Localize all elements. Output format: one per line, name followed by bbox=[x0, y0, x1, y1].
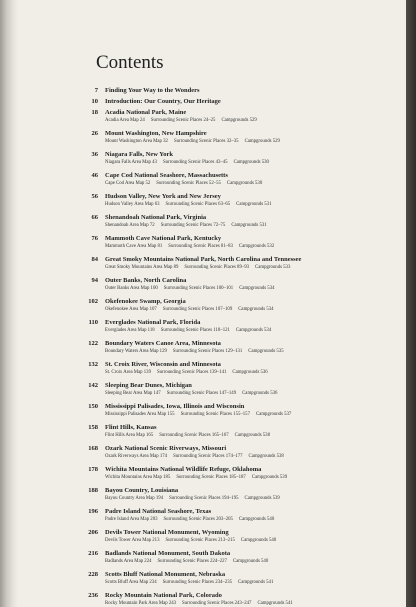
entry-campgrounds: Campgrounds 533 bbox=[255, 265, 291, 270]
entry-page-number: 66 bbox=[91, 214, 98, 221]
entry-area-map: Wichita Mountains Area Map 185 bbox=[105, 475, 171, 480]
contents-entry bbox=[82, 423, 402, 444]
entry-details bbox=[105, 222, 402, 230]
entry-title: Acadia National Park, Maine bbox=[105, 109, 187, 116]
entry-campgrounds: Campgrounds 536 bbox=[232, 370, 268, 375]
entry-page-number: 46 bbox=[91, 172, 98, 179]
contents-entry bbox=[82, 486, 402, 507]
entry-title: Rocky Mountain National Park, Colorado bbox=[105, 592, 222, 599]
entry-campgrounds: Campgrounds 541 bbox=[238, 580, 274, 585]
entry-title: Niagara Falls, New York bbox=[105, 151, 174, 158]
contents-entry bbox=[82, 129, 402, 150]
entry-title: Mount Washington, New Hampshire bbox=[105, 130, 207, 137]
contents-entry bbox=[82, 171, 402, 192]
entry-scenic-places: Surrounding Scenic Places 243–247 bbox=[182, 601, 252, 606]
entry-page-number: 206 bbox=[88, 529, 98, 536]
entry-body bbox=[105, 234, 402, 251]
entry-title: Padre Island National Seashore, Texas bbox=[105, 508, 212, 515]
entry-details bbox=[105, 390, 402, 398]
entry-scenic-places: Surrounding Scenic Places 63–65 bbox=[165, 202, 231, 207]
entry-campgrounds: Campgrounds 538 bbox=[248, 454, 284, 459]
contents-entry bbox=[82, 381, 402, 402]
entry-body bbox=[105, 108, 402, 125]
entry-campgrounds: Campgrounds 529 bbox=[244, 139, 280, 144]
entry-title: Everglades National Park, Florida bbox=[105, 319, 201, 326]
entry-area-map: St. Croix Area Map 139 bbox=[105, 370, 151, 375]
entry-title: Shenandoah National Park, Virginia bbox=[105, 214, 207, 221]
entry-body bbox=[105, 381, 402, 398]
entry-area-map: Sleeping Bear Area Map 147 bbox=[105, 391, 161, 396]
entry-campgrounds: Campgrounds 531 bbox=[236, 202, 272, 207]
entry-area-map: Everglades Area Map 118 bbox=[105, 328, 155, 333]
entry-details bbox=[105, 201, 402, 209]
entry-title: Hudson Valley, New York and New Jersey bbox=[105, 193, 221, 200]
entry-body bbox=[105, 150, 402, 167]
entry-scenic-places: Surrounding Scenic Places 32–35 bbox=[173, 139, 239, 144]
entry-page-number: 228 bbox=[88, 571, 98, 578]
entry-area-map: Cape Cod Area Map 52 bbox=[105, 181, 151, 186]
entry-title: Badlands National Monument, South Dakota bbox=[105, 550, 231, 557]
entry-body bbox=[105, 423, 402, 440]
entry-body bbox=[105, 192, 402, 209]
entry-page-number: 196 bbox=[88, 508, 98, 515]
entry-page-number: 84 bbox=[91, 256, 98, 263]
entry-body bbox=[105, 255, 402, 272]
entry-title: Scotts Bluff National Monument, Nebraska bbox=[105, 571, 226, 578]
entry-page-number: 7 bbox=[94, 87, 98, 94]
entry-campgrounds: Campgrounds 534 bbox=[238, 307, 274, 312]
entry-campgrounds: Campgrounds 536 bbox=[242, 391, 278, 396]
entry-body bbox=[105, 549, 402, 566]
entry-area-map: Outer Banks Area Map 100 bbox=[105, 286, 158, 291]
entry-campgrounds: Campgrounds 538 bbox=[234, 433, 270, 438]
entry-body bbox=[105, 444, 402, 461]
entry-page-number: 36 bbox=[91, 151, 98, 158]
entry-scenic-places: Surrounding Scenic Places 43–45 bbox=[162, 160, 228, 165]
entry-scenic-places: Surrounding Scenic Places 224–227 bbox=[157, 559, 227, 564]
entry-details bbox=[105, 327, 402, 335]
contents-entry bbox=[82, 297, 402, 318]
contents-entry bbox=[82, 402, 402, 423]
entry-page-number: 142 bbox=[88, 382, 98, 389]
entry-scenic-places: Surrounding Scenic Places 174–177 bbox=[173, 454, 243, 459]
entry-details bbox=[105, 138, 402, 146]
entry-page-number: 56 bbox=[91, 193, 98, 200]
entry-title: Flint Hills, Kansas bbox=[105, 424, 157, 431]
entry-scenic-places: Surrounding Scenic Places 118–121 bbox=[160, 328, 230, 333]
entry-scenic-places: Surrounding Scenic Places 234–235 bbox=[162, 580, 233, 585]
entry-details bbox=[105, 285, 402, 293]
entry-scenic-places: Surrounding Scenic Places 194–195 bbox=[169, 496, 239, 501]
entry-title: Cape Cod National Seashore, Massachusetts bbox=[105, 172, 228, 179]
entry-page-number: 168 bbox=[88, 445, 98, 452]
contents-entry bbox=[82, 339, 402, 360]
entry-details bbox=[105, 411, 402, 419]
entry-title: Okefenokee Swamp, Georgia bbox=[105, 298, 186, 305]
entry-details bbox=[105, 159, 402, 167]
entry-title: Introduction: Our Country, Our Heritage bbox=[105, 98, 221, 105]
entry-details bbox=[105, 558, 402, 566]
entry-area-map: Great Smoky Mountains Area Map 89 bbox=[105, 265, 179, 270]
entry-page-number: 18 bbox=[91, 109, 98, 116]
entry-page-number: 94 bbox=[91, 277, 98, 284]
entry-area-map: Mammoth Cave Area Map 81 bbox=[105, 244, 163, 249]
entry-details bbox=[105, 306, 402, 314]
entry-campgrounds: Campgrounds 539 bbox=[251, 475, 288, 480]
entry-campgrounds: Campgrounds 540 bbox=[240, 538, 277, 543]
contents-entry bbox=[82, 213, 402, 234]
entry-title: Sleeping Bear Dunes, Michigan bbox=[105, 382, 192, 389]
entry-scenic-places: Surrounding Scenic Places 139–141 bbox=[156, 370, 227, 375]
entry-page-number: 188 bbox=[88, 487, 98, 494]
entry-area-map: Boundary Waters Area Map 129 bbox=[105, 349, 167, 354]
entry-body bbox=[105, 86, 402, 95]
entry-page-number: 236 bbox=[88, 592, 98, 599]
contents-entry bbox=[82, 591, 402, 607]
entry-campgrounds: Campgrounds 535 bbox=[248, 349, 284, 354]
entry-body bbox=[105, 486, 402, 503]
contents-entry bbox=[82, 276, 402, 297]
entry-scenic-places: Surrounding Scenic Places 203–205 bbox=[163, 517, 233, 522]
entry-details bbox=[105, 180, 402, 188]
entry-campgrounds: Campgrounds 540 bbox=[238, 517, 275, 522]
entry-title: Ozark National Scenic Riverways, Missouri bbox=[105, 445, 227, 452]
entry-title: Wichita Mountains National Wildlife Refuge, Oklahoma bbox=[105, 466, 262, 473]
entry-details bbox=[105, 348, 402, 356]
entry-campgrounds: Campgrounds 540 bbox=[232, 559, 269, 564]
entry-body bbox=[105, 360, 402, 377]
entry-details bbox=[105, 369, 402, 377]
entry-details bbox=[105, 537, 402, 545]
entry-page-number: 158 bbox=[88, 424, 98, 431]
contents-list bbox=[82, 86, 402, 607]
entry-scenic-places: Surrounding Scenic Places 89–93 bbox=[184, 265, 250, 270]
contents-entry bbox=[82, 255, 402, 276]
entry-body bbox=[105, 297, 402, 314]
entry-scenic-places: Surrounding Scenic Places 213–215 bbox=[165, 538, 235, 543]
contents-entry bbox=[82, 549, 402, 570]
entry-details bbox=[105, 474, 402, 482]
entry-page-number: 150 bbox=[88, 403, 98, 410]
entry-page-number: 110 bbox=[88, 319, 98, 326]
entry-scenic-places: Surrounding Scenic Places 185–187 bbox=[176, 475, 246, 480]
entry-campgrounds: Campgrounds 531 bbox=[231, 223, 267, 228]
entry-title: Mammoth Cave National Park, Kentucky bbox=[105, 235, 222, 242]
entry-title: Devils Tower National Monument, Wyoming bbox=[105, 529, 229, 536]
entry-title: Boundary Waters Canoe Area, Minnesota bbox=[105, 340, 221, 347]
entry-scenic-places: Surrounding Scenic Places 155–157 bbox=[180, 412, 250, 417]
entry-body bbox=[105, 129, 402, 146]
contents-entry bbox=[82, 234, 402, 255]
contents-entry bbox=[82, 360, 402, 381]
entry-body bbox=[105, 507, 402, 524]
entry-title: Great Smoky Mountains National Park, North Carolina and Tennessee bbox=[105, 256, 302, 263]
entry-title: Outer Banks, North Carolina bbox=[105, 277, 187, 284]
entry-body bbox=[105, 276, 402, 293]
entry-page-number: 122 bbox=[88, 340, 98, 347]
entry-scenic-places: Surrounding Scenic Places 72–75 bbox=[160, 223, 226, 228]
contents-entry bbox=[82, 108, 402, 129]
entry-area-map: Badlands Area Map 224 bbox=[105, 559, 152, 564]
entry-area-map: Ozark Riverways Area Map 174 bbox=[105, 454, 168, 459]
entry-scenic-places: Surrounding Scenic Places 81–83 bbox=[168, 244, 233, 249]
entry-body bbox=[105, 402, 402, 419]
entry-details bbox=[105, 243, 402, 251]
entry-area-map: Flint Hills Area Map 165 bbox=[105, 433, 154, 438]
entry-area-map: Mount Washington Area Map 32 bbox=[105, 139, 168, 144]
entry-campgrounds: Campgrounds 529 bbox=[221, 118, 257, 123]
entry-details bbox=[105, 600, 402, 607]
contents-entry bbox=[82, 528, 402, 549]
entry-body bbox=[105, 528, 402, 545]
entry-campgrounds: Campgrounds 534 bbox=[235, 328, 272, 333]
entry-campgrounds: Campgrounds 541 bbox=[257, 601, 293, 606]
entry-area-map: Acadia Area Map 24 bbox=[105, 118, 145, 123]
entry-body bbox=[105, 465, 402, 482]
contents-entry bbox=[82, 444, 402, 465]
entry-body bbox=[105, 171, 402, 188]
contents-entry bbox=[82, 507, 402, 528]
entry-body bbox=[105, 570, 402, 587]
entry-campgrounds: Campgrounds 530 bbox=[226, 181, 263, 186]
contents-entry bbox=[82, 86, 402, 97]
entry-scenic-places: Surrounding Scenic Places 52–55 bbox=[156, 181, 221, 186]
contents-entry bbox=[82, 192, 402, 213]
entry-details bbox=[105, 453, 402, 461]
entry-area-map: Devils Tower Area Map 213 bbox=[105, 538, 160, 543]
entry-page-number: 132 bbox=[88, 361, 98, 368]
entry-campgrounds: Campgrounds 530 bbox=[233, 160, 269, 165]
entry-area-map: Rocky Mountain Park Area Map 243 bbox=[105, 601, 177, 606]
entry-area-map: Padre Island Area Map 203 bbox=[105, 517, 158, 522]
entry-details bbox=[105, 579, 402, 587]
entry-area-map: Hudson Valley Area Map 63 bbox=[105, 202, 160, 207]
entry-body bbox=[105, 591, 402, 607]
entry-scenic-places: Surrounding Scenic Places 165–167 bbox=[159, 433, 229, 438]
entry-scenic-places: Surrounding Scenic Places 107–109 bbox=[162, 307, 233, 312]
entry-body bbox=[105, 213, 402, 230]
entry-details bbox=[105, 495, 402, 503]
background-edge bbox=[406, 0, 416, 607]
entry-area-map: Scotts Bluff Area Map 234 bbox=[105, 580, 157, 585]
entry-body bbox=[105, 339, 402, 356]
entry-campgrounds: Campgrounds 534 bbox=[239, 286, 275, 291]
entry-area-map: Bayou Country Area Map 194 bbox=[105, 496, 164, 501]
entry-page-number: 178 bbox=[88, 466, 98, 473]
entry-scenic-places: Surrounding Scenic Places 100–101 bbox=[163, 286, 234, 291]
entry-details bbox=[105, 516, 402, 524]
entry-campgrounds: Campgrounds 539 bbox=[244, 496, 280, 501]
entry-area-map: Niagara Falls Area Map 43 bbox=[105, 160, 157, 165]
entry-area-map: Shenandoah Area Map 72 bbox=[105, 223, 155, 228]
entry-title: Mississippi Palisades, Iowa, Illinois and Wisconsin bbox=[105, 403, 245, 410]
entry-campgrounds: Campgrounds 537 bbox=[255, 412, 292, 417]
entry-area-map: Mississippi Palisades Area Map 155 bbox=[105, 412, 175, 417]
entry-title: Bayou Country, Louisiana bbox=[105, 487, 179, 494]
entry-page-number: 10 bbox=[91, 98, 98, 105]
entry-scenic-places: Surrounding Scenic Places 147–149 bbox=[166, 391, 237, 396]
entry-body bbox=[105, 318, 402, 335]
entry-title: St. Croix River, Wisconsin and Minnesota bbox=[105, 361, 221, 368]
entry-page-number: 76 bbox=[91, 235, 98, 242]
contents-entry bbox=[82, 150, 402, 171]
entry-area-map: Okefenokee Area Map 107 bbox=[105, 307, 157, 312]
entry-page-number: 216 bbox=[88, 550, 98, 557]
entry-scenic-places: Surrounding Scenic Places 129–131 bbox=[172, 349, 243, 354]
contents-entry bbox=[82, 570, 402, 591]
entry-scenic-places: Surrounding Scenic Places 24–25 bbox=[150, 118, 216, 123]
entry-body bbox=[105, 97, 402, 106]
contents-entry bbox=[82, 318, 402, 339]
entry-title: Finding Your Way to the Wonders bbox=[105, 87, 200, 94]
contents-entry bbox=[82, 97, 402, 108]
entry-details bbox=[105, 264, 402, 272]
entry-details bbox=[105, 432, 402, 440]
entry-page-number: 26 bbox=[91, 130, 98, 137]
entry-details bbox=[105, 117, 402, 125]
contents-entry bbox=[82, 465, 402, 486]
entry-campgrounds: Campgrounds 532 bbox=[238, 244, 275, 249]
book-spine-shadow bbox=[0, 0, 18, 607]
entry-page-number: 102 bbox=[88, 298, 98, 305]
page-title: Contents bbox=[96, 52, 164, 73]
